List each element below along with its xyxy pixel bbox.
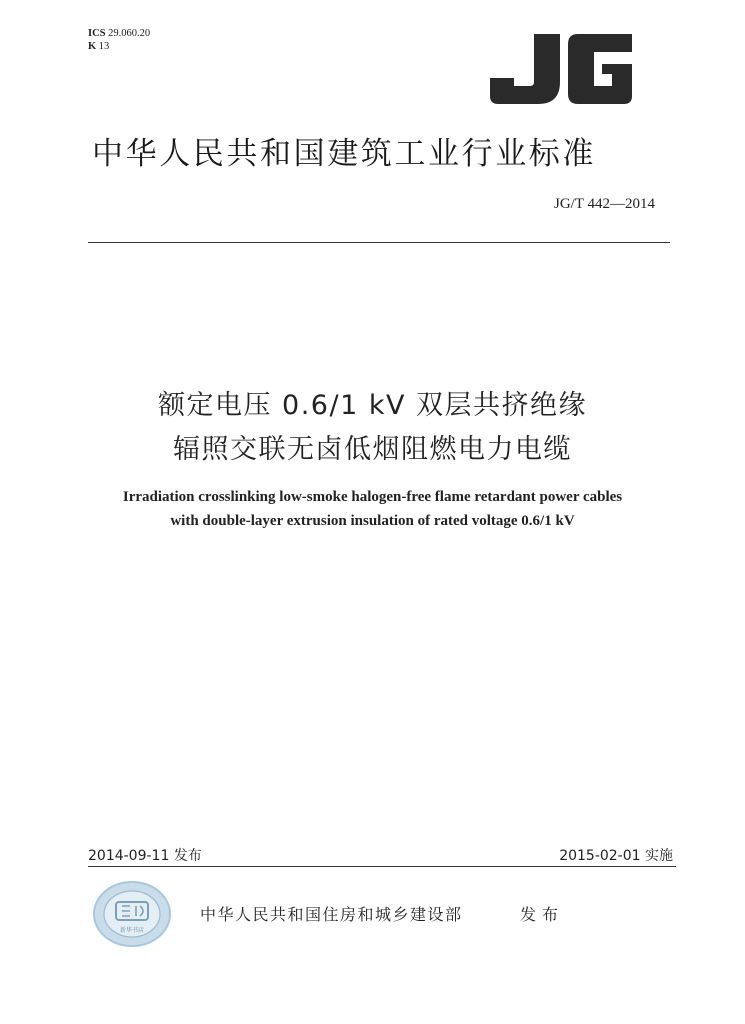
ics-line [88, 27, 150, 40]
issue-date: 2014-09-11 发布 [88, 848, 202, 864]
classification-codes [88, 27, 150, 53]
standard-type-title: 中华人民共和国建筑工业行业标准 [92, 136, 596, 172]
seal-stamp [92, 880, 172, 948]
en-title-line-2: with double-layer extrusion insulation of rated voltage 0.6/1 kV [170, 513, 575, 529]
ccs-line [88, 40, 150, 53]
logo-letter-g [568, 34, 632, 104]
header-divider [88, 242, 670, 243]
implementation-date: 2015-02-01 实施 [559, 848, 673, 864]
ccs-label: K [88, 41, 97, 52]
en-title-line-1: Irradiation crosslinking low-smoke halogen-free flame retardant power cables [122, 489, 623, 505]
ics-label: ICS [88, 28, 106, 39]
publisher-name: 中华人民共和国住房和城乡建设部 [200, 905, 463, 924]
seal-text: 新华书店 [119, 927, 145, 934]
ics-code: 29.060.20 [108, 28, 151, 39]
footer-divider [88, 866, 676, 867]
zh-title-line-2: 辐照交联无卤低烟阻燃电力电缆 [173, 434, 572, 465]
ccs-code: 13 [98, 41, 110, 52]
standard-number: JG/T 442—2014 [554, 196, 655, 212]
release-label: 发布 [520, 905, 565, 924]
logo-letter-j [490, 34, 560, 104]
jg-logo [490, 34, 632, 104]
zh-title-line-1: 额定电压 0.6/1 kV 双层共挤绝缘 [157, 390, 588, 421]
